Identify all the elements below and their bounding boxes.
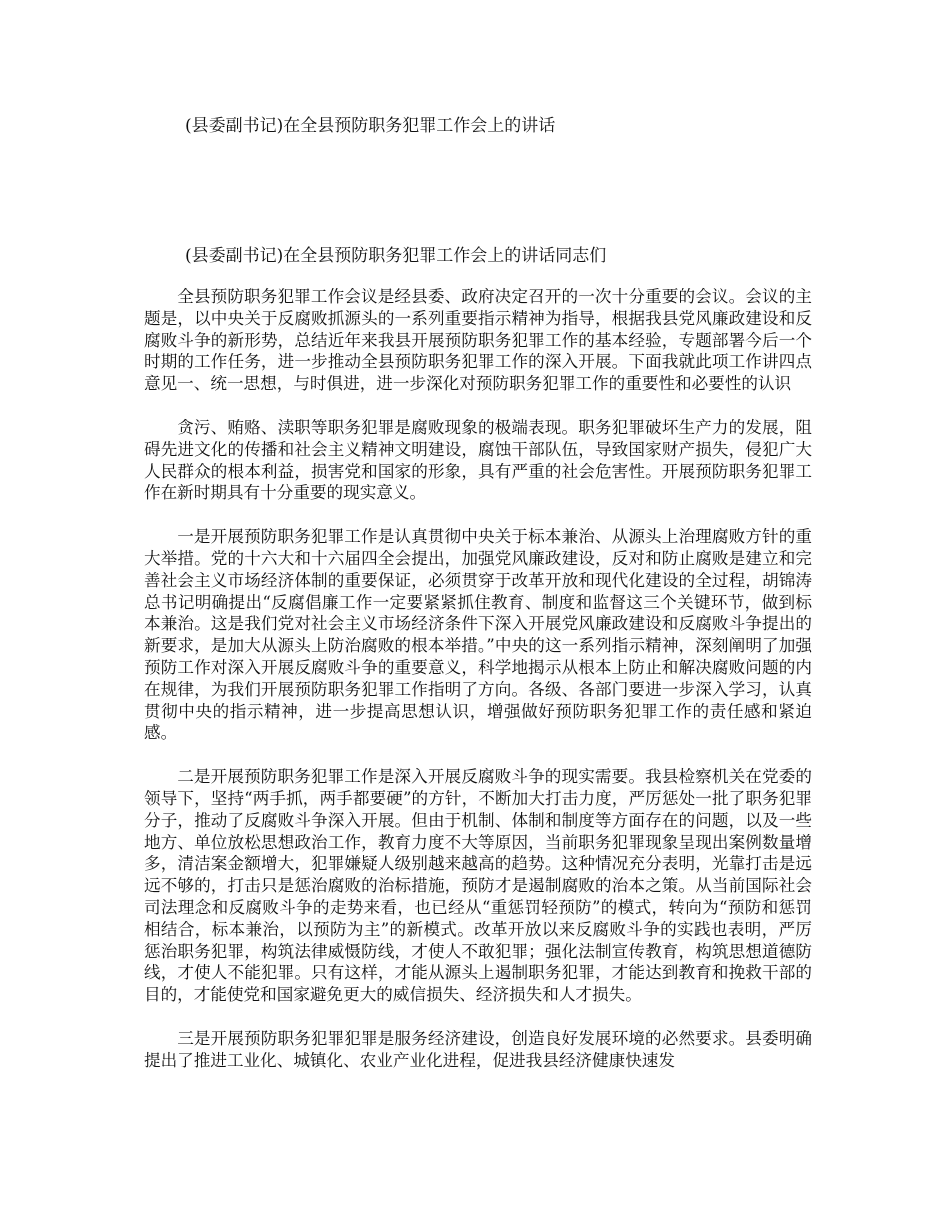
document-subtitle: (县委副书记)在全县预防职务犯罪工作会上的讲话同志们: [185, 246, 607, 266]
paragraph-5: 三是开展预防职务犯罪犯罪是服务经济建设，创造良好发展环境的必然要求。县委明确提出了推进工业化、城镇化、农业产业化进程，促进我县经济健康快速发: [144, 1028, 812, 1070]
document-body: [144, 286, 812, 1094]
paragraph-4: 二是开展预防职务犯罪工作是深入开展反腐败斗争的现实需要。我县检察机关在党委的领导下，坚持“两手抓，两手都要硬”的方针，不断加大打击力度，严厉惩处一批了职务犯罪分子，推动了反腐败斗争深入开展。但由于机制、体制和制度等方面存在的问题，以及一些地方、单位放松思想政治工作，教育力度不大等原因，当前职务犯罪现象呈现出案例数量增多，清洁案金额增大，犯罪嫌疑人级别越来越高的趋势。这种情况充分表明，光靠打击是远远不够的，打击只是惩治腐败的治标措施，预防才是遏制腐败的治本之策。从当前国际社会司法理念和反腐败斗争的走势来看，也已经从“重惩罚轻预防”的模式，转向为“预防和惩罚相结合，标本兼治，以预防为主”的新模式。改革开放以来反腐败斗争的实践也表明，严厉惩治职务犯罪，构筑法律威慑防线，才使人不敢犯罪；强化法制宣传教育，构筑思想道德防线，才使人不能犯罪。只有这样，才能从源头上遏制职务犯罪，才能达到教育和挽救干部的目的，才能使党和国家避免更大的威信损失、经济损失和人才损失。: [144, 767, 812, 1005]
paragraph-1: 全县预防职务犯罪工作会议是经县委、政府决定召开的一次十分重要的会议。会议的主题是，以中央关于反腐败抓源头的一系列重要指示精神为指导，根据我县党风廉政建设和反腐败斗争的新形势，总结近年来我县开展预防职务犯罪工作的基本经验，专题部署今后一个时期的工作任务，进一步推动全县预防职务犯罪工作的深入开展。下面我就此项工作讲四点意见一、统一思想，与时俱进，进一步深化对预防职务犯罪工作的重要性和必要性的认识: [144, 287, 812, 394]
paragraph-3: 一是开展预防职务犯罪工作是认真贯彻中央关于标本兼治、从源头上治理腐败方针的重大举措。党的十六大和十六届四全会提出，加强党风廉政建设，反对和防止腐败是建立和完善社会主义市场经济体制的重要保证，必须贯穿于改革开放和现代化建设的全过程，胡锦涛总书记明确提出“反腐倡廉工作一定要紧紧抓住教育、制度和监督这三个关键环节，做到标本兼治。这是我们党对社会主义市场经济条件下深入开展党风廉政建设和反腐败斗争提出的新要求，是加大从源头上防治腐败的根本举措。”中央的这一系列指示精神，深刻阐明了加强预防工作对深入开展反腐败斗争的重要意义，科学地揭示从根本上防止和解决腐败问题的内在规律，为我们开展预防职务犯罪工作指明了方向。各级、各部门要进一步深入学习，认真贯彻中央的指示精神，进一步提高思想认识，增强做好预防职务犯罪工作的责任感和紧迫感。: [144, 527, 812, 743]
paragraph-2: 贪污、贿赂、渎职等职务犯罪是腐败现象的极端表现。职务犯罪破坏生产力的发展，阻碍先进文化的传播和社会主义精神文明建设，腐蚀干部队伍，导致国家财产损失，侵犯广大人民群众的根本利益，损害党和国家的形象，具有严重的社会危害性。开展预防职务犯罪工作在新时期具有十分重要的现实意义。: [144, 417, 812, 503]
document-title: (县委副书记)在全县预防职务犯罪工作会上的讲话: [185, 116, 556, 136]
